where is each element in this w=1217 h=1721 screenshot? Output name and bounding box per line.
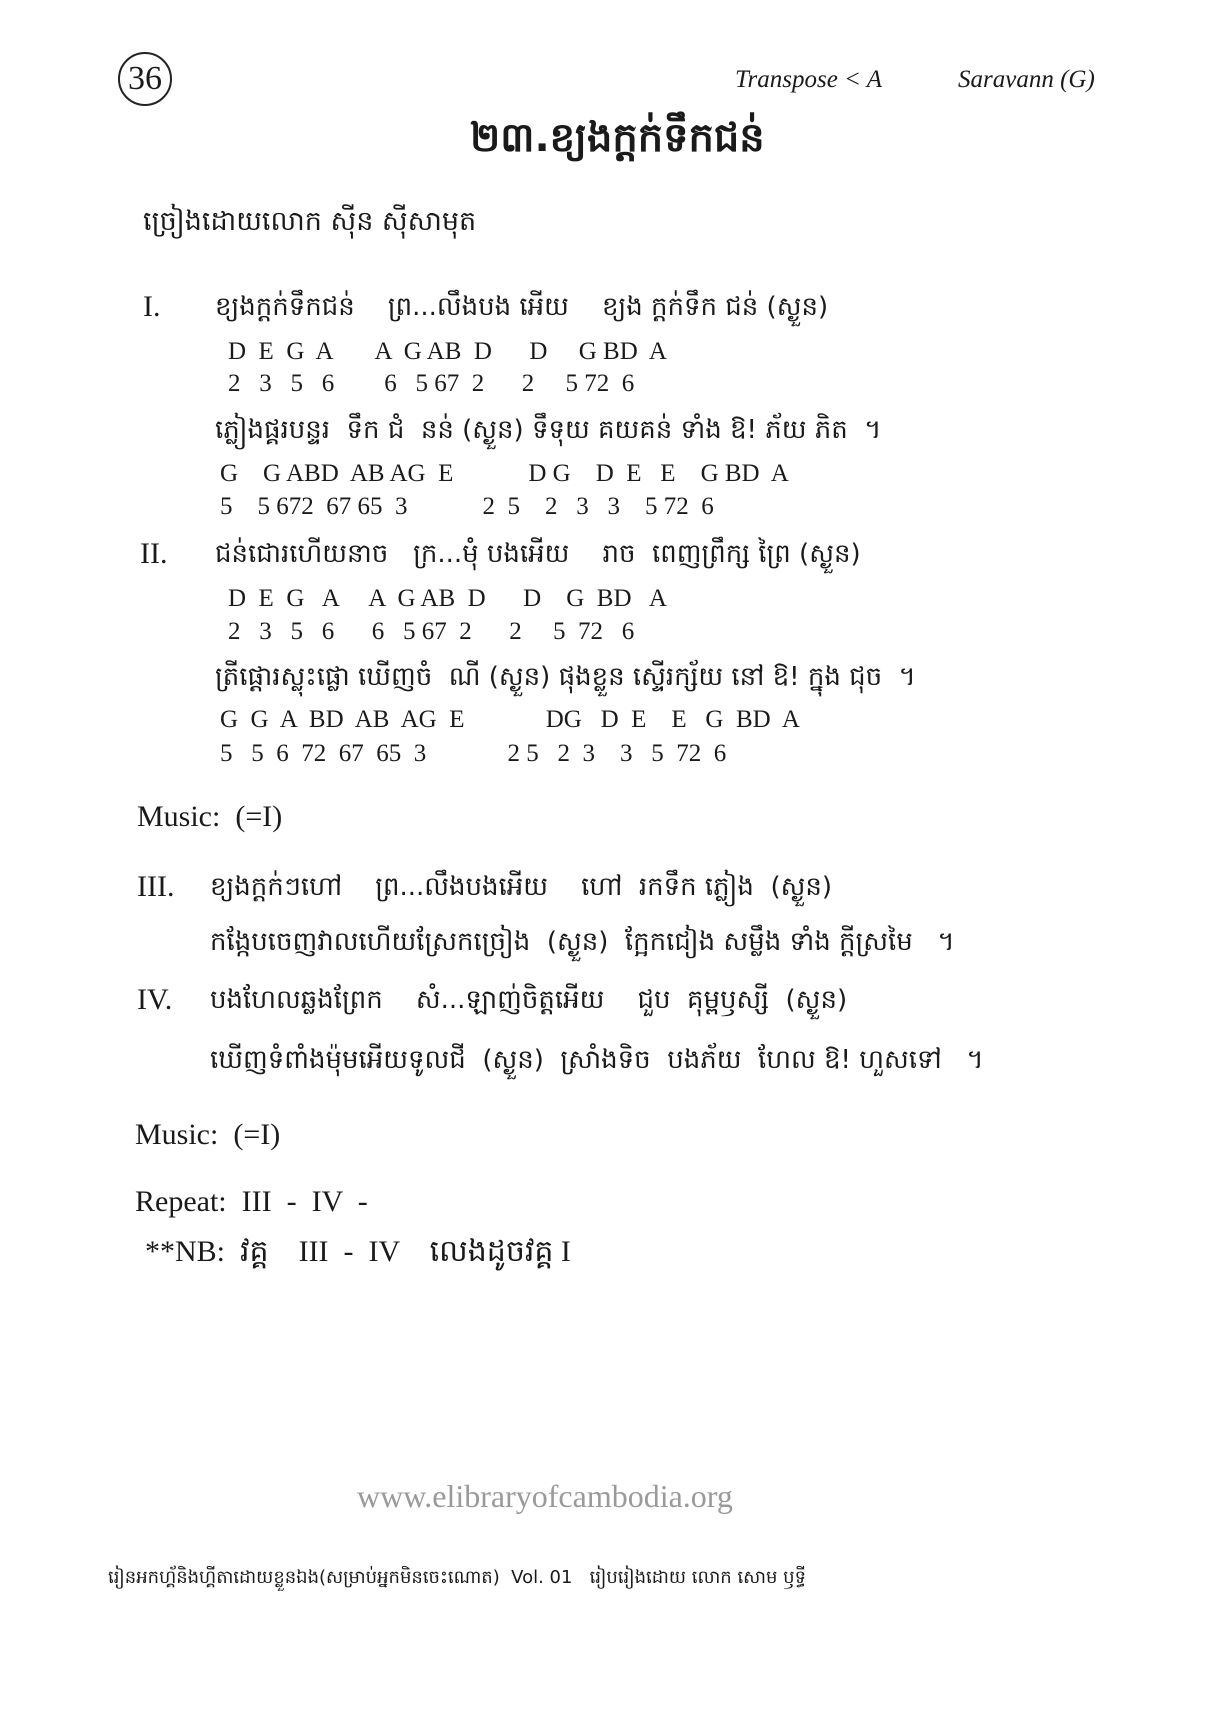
repeat-instruction: Repeat: III - IV - xyxy=(135,1185,368,1218)
verse-numeral: IV. xyxy=(137,983,173,1016)
transpose-note: Transpose < A xyxy=(735,66,882,93)
lyric-line: បងហែលឆ្លងព្រែក សំ...ឡាញ់ចិត្តអើយ ជួប គុម្ពឫស្សី (ស្ងួន) xyxy=(210,985,848,1015)
note-letters: G G A BD AB AG E DG D E E G BD A xyxy=(220,706,800,733)
nb-note: **NB: វគ្គ III - IV លេងដូចវគ្គ I xyxy=(145,1235,571,1268)
music-instruction: Music: (=I) xyxy=(137,800,283,833)
lyric-line: កង្កែបចេញវាលហើយស្រែកច្រៀង (ស្ងួន) ក្អែកជៀង សម្លឹង ទាំង ក្តីស្រមៃ ។ xyxy=(210,927,955,957)
key-note: Saravann (G) xyxy=(958,66,1095,93)
verse-numeral: III. xyxy=(137,870,175,903)
lyric-line: ត្រីផ្តោរស្លុះផ្លោ ឃើញចំ ណី (ស្ងួន) ផុងខ្លួន ស្ទើរក្ស័យ នៅ ឱ! ក្នុង ជុច ។ xyxy=(215,662,916,692)
music-instruction: Music: (=I) xyxy=(135,1118,281,1151)
lyric-line: ឃើញទំពាំងម៉ុមអើយទូលជី (ស្ងួន) ស្រាំងទិច បងភ័យ ហែល ឱ! ហួសទៅ ។ xyxy=(210,1045,984,1075)
lyric-line: ខ្យងក្តក់ៗហៅ ព្រ...លឹងបងអើយ ហៅ រកទឹក ភ្លៀង (ស្ងួន) xyxy=(210,872,832,902)
note-numbers: 2 3 5 6 6 5 67 2 2 5 72 6 xyxy=(228,618,635,645)
song-title: ២៣.ខ្យងក្តក់ទឹកជន់ xyxy=(470,115,765,161)
lyric-line: ជន់ជោរហើយនាច ក្រ...មុំ បងអើយ រាច ពេញព្រឹក្ស ព្រៃ (ស្ងួន) xyxy=(215,539,861,569)
note-letters: G G ABD AB AG E D G D E E G BD A xyxy=(220,460,789,487)
page-number: 36 xyxy=(118,52,172,106)
lyric-line: ខ្យងក្តក់ទឹកជន់ ព្រ...លឹងបង អើយ ខ្យង ក្តក់ទឹក ជន់ (ស្ងួន) xyxy=(215,292,829,322)
lyric-line: ភ្លៀងផ្គរបន្ទរ ទឹក ជំ នន់ (ស្ងួន) ទឹទុយ គយគន់ ទាំង ឱ! ភ័យ ភិត ។ xyxy=(215,415,882,445)
note-numbers: 5 5 672 67 65 3 2 5 2 3 3 5 72 6 xyxy=(220,493,714,520)
verse-numeral: II. xyxy=(140,537,168,570)
watermark: www.elibraryofcambodia.org xyxy=(357,1478,733,1514)
note-numbers: 2 3 5 6 6 5 67 2 2 5 72 6 xyxy=(228,370,635,397)
note-letters: D E G A A G AB D D G BD A xyxy=(228,338,667,365)
footer: រៀនអកហ្គ័និងហ្គីតាដោយខ្លួនឯង(សម្រាប់អ្នកមិនចេះណោត) Vol. 01 រៀបរៀងដោយ លោក សោម ឫទ្ធី xyxy=(108,1567,807,1588)
composer-line: ច្រៀងដោយលោក ស៊ីន ស៊ីសាមុត xyxy=(143,206,477,237)
verse-numeral: I. xyxy=(143,290,161,323)
note-letters: D E G A A G AB D D G BD A xyxy=(228,585,667,612)
note-numbers: 5 5 6 72 67 65 3 2 5 2 3 3 5 72 6 xyxy=(220,740,727,767)
